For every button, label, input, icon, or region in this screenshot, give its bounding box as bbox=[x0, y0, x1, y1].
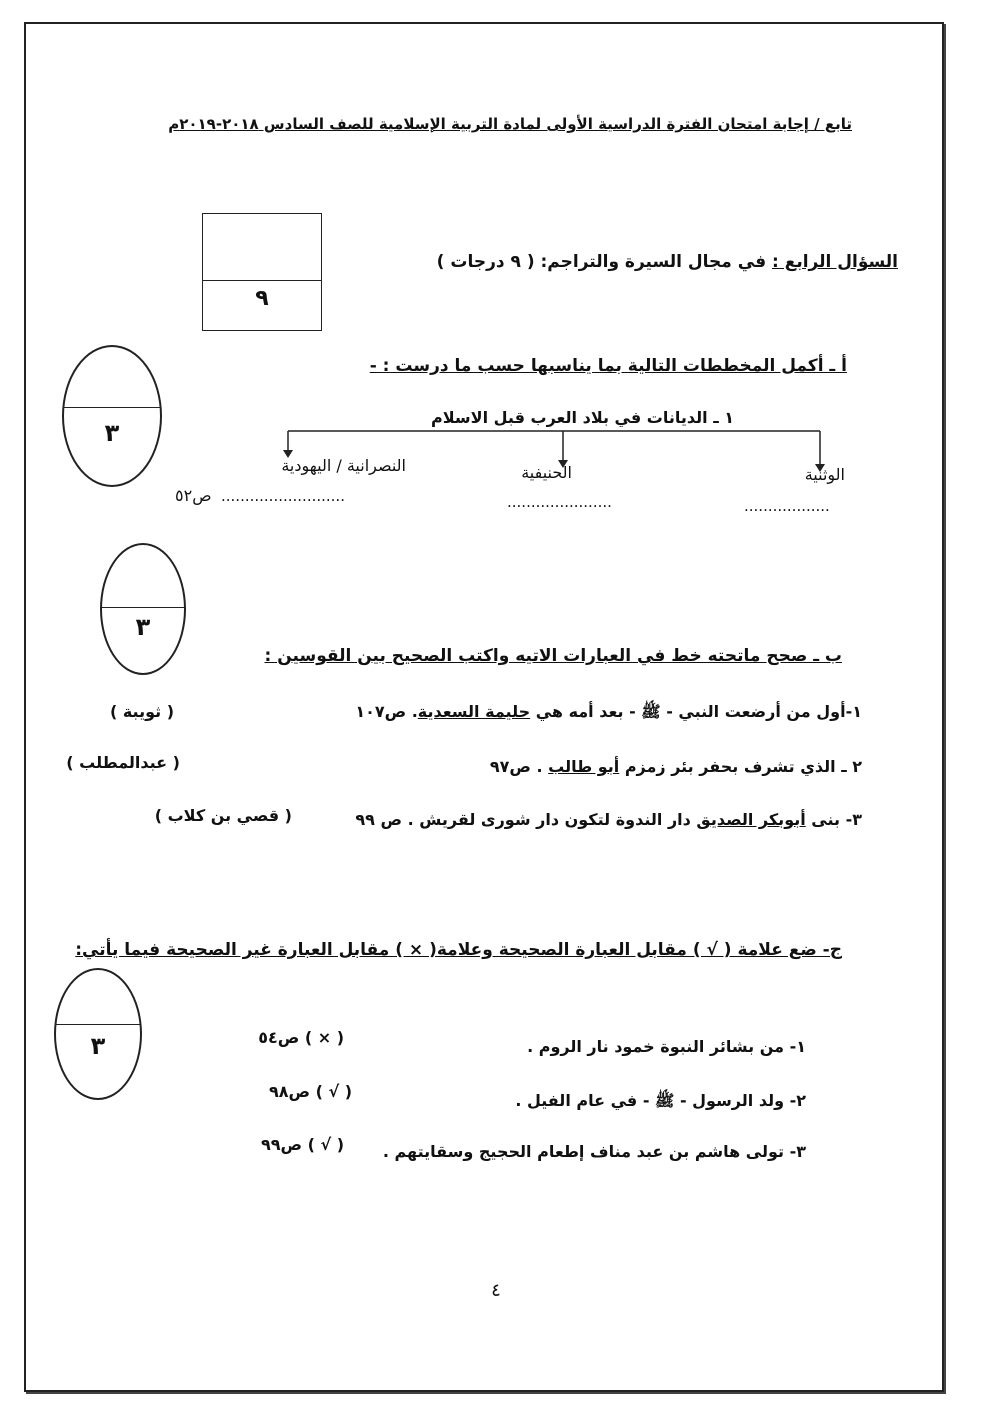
section-a-item1-title: ١ ـ الديانات في بلاد العرب قبل الاسلام bbox=[431, 408, 734, 427]
section-c-title: ج- ضع علامة ( √ ) مقابل العبارة الصحيحة وعلامة( × ) مقابل العبارة غير الصحيحة فيما يأتي: bbox=[75, 940, 842, 960]
item2-text-post: . ص٩٧ bbox=[489, 757, 549, 776]
item2-text-pre: ٢ ـ الذي تشرف بحفر بئر زمزم bbox=[619, 757, 862, 776]
page-header: تابع / إجابة امتحان الفترة الدراسية الأولى لمادة التربية الإسلامية للصف السادس ٢٠١٨-٢٠١٩م bbox=[168, 115, 852, 133]
branch-left-dots: .......................... bbox=[221, 487, 345, 505]
item3-text-pre: ٣- بنى bbox=[805, 810, 862, 829]
section-c-item2: ٢- ولد الرسول - ﷺ - في عام الفيل . bbox=[515, 1091, 806, 1110]
section-c-item3: ٣- تولى هاشم بن عبد مناف إطعام الحجيج وسقايتهم . bbox=[382, 1142, 806, 1161]
item2-underlined: أبو طالب bbox=[548, 757, 620, 776]
item3-text-post: دار الندوة لتكون دار شورى لقريش . ص ٩٩ bbox=[355, 810, 697, 829]
item1-underlined: حليمة السعدية bbox=[417, 702, 531, 721]
section-a-score: ٣ bbox=[104, 419, 120, 447]
oval-divider bbox=[56, 1024, 140, 1025]
section-c-item2-mark: ( √ ) ص٩٨ bbox=[268, 1082, 352, 1101]
section-b-title: ب ـ صحح ماتحته خط في العبارات الاتيه واكتب الصحيح بين القوسين : bbox=[264, 646, 842, 666]
branch-right-label: الوثنية bbox=[804, 465, 845, 484]
item1-text-pre: ١-أول من أرضعت النبي - ﷺ - بعد أمه هي bbox=[530, 702, 862, 721]
branch-middle-label: الحنيفية bbox=[521, 463, 572, 482]
oval-divider bbox=[102, 607, 184, 608]
section-c-item1-mark: ( × ) ص٥٤ bbox=[258, 1028, 344, 1047]
item1-text-post: . ص١٠٧ bbox=[355, 702, 418, 721]
section-b-item3 bbox=[355, 810, 862, 829]
branch-left-label: النصرانية / اليهودية bbox=[281, 456, 406, 475]
section-b-score: ٣ bbox=[135, 613, 151, 641]
section-b-item1 bbox=[355, 702, 862, 725]
section-b-score-oval bbox=[100, 543, 186, 675]
section-c-item3-mark: ( √ ) ص٩٩ bbox=[260, 1135, 344, 1154]
item1-answer: ( ثويبة ) bbox=[109, 702, 174, 721]
question4-score: ٩ bbox=[255, 286, 269, 311]
section-c-item1: ١- من بشائر النبوة خمود نار الروم . bbox=[527, 1037, 806, 1056]
section-a-title: أ ـ أكمل المخططات التالية بما يناسبها حسب ما درست : - bbox=[369, 356, 847, 376]
branch-middle-dots: ...................... bbox=[507, 493, 612, 511]
section-b-item2 bbox=[490, 757, 862, 776]
item2-answer: ( عبدالمطلب ) bbox=[66, 753, 180, 772]
question4-heading: في مجال السيرة والتراجم: ( ٩ درجات ) bbox=[436, 252, 767, 272]
question4-label: السؤال الرابع : bbox=[772, 252, 898, 272]
branch-right-dots: .................. bbox=[744, 497, 830, 515]
section-c-score-oval bbox=[54, 968, 142, 1100]
page-number: ٤ bbox=[491, 1280, 501, 1301]
item3-answer: ( قصي بن كلاب ) bbox=[154, 806, 292, 825]
section-a-page-ref: ص٥٢ bbox=[175, 486, 212, 505]
item3-underlined: أبوبكر الصديق bbox=[696, 810, 806, 829]
section-c-score: ٣ bbox=[90, 1032, 106, 1060]
